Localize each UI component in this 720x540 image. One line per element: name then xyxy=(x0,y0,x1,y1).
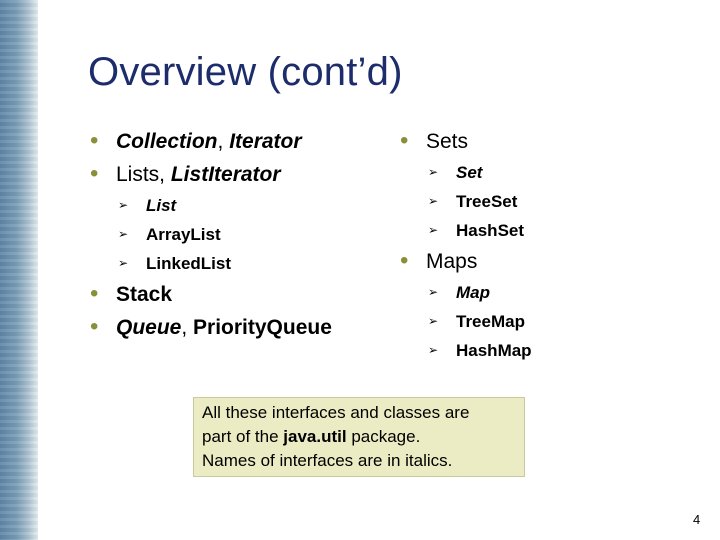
bullet-text: , xyxy=(181,316,194,339)
bullet-item xyxy=(90,125,332,158)
bullet-icon: • xyxy=(90,280,99,307)
bullet-icon: • xyxy=(400,247,409,274)
arrow-bullet-icon: ➢ xyxy=(118,198,129,212)
bullet-text: Set xyxy=(456,163,483,182)
arrow-bullet-icon: ➢ xyxy=(428,314,439,328)
package-name: java.util xyxy=(283,427,347,446)
bullet-text: Maps xyxy=(426,250,478,273)
note-box xyxy=(193,397,525,477)
bullet-text: Iterator xyxy=(229,130,302,153)
left-decorative-strip xyxy=(0,0,38,540)
arrow-bullet-icon: ➢ xyxy=(428,285,439,299)
note-text: package. xyxy=(346,427,421,446)
note-line-3: Names of interfaces are in italics. xyxy=(202,451,453,470)
arrow-bullet-icon: ➢ xyxy=(428,165,439,179)
sub-bullet-item xyxy=(400,216,532,245)
bullet-icon: • xyxy=(90,160,99,187)
bullet-text: LinkedList xyxy=(146,254,232,273)
bullet-text: ArrayList xyxy=(146,225,221,244)
arrow-bullet-icon: ➢ xyxy=(428,223,439,237)
page-number: 4 xyxy=(693,512,701,527)
bullet-text: Queue xyxy=(116,316,182,339)
arrow-bullet-icon: ➢ xyxy=(118,227,129,241)
bullet-icon: • xyxy=(400,127,409,154)
bullet-item xyxy=(400,125,532,158)
note-line-1: All these interfaces and classes are xyxy=(202,403,470,422)
sub-bullet-item xyxy=(400,336,532,365)
note-text: part of the xyxy=(202,427,284,446)
sub-bullet-item xyxy=(90,191,332,220)
sub-bullet-item xyxy=(90,249,332,278)
bullet-text: Collection xyxy=(116,130,218,153)
bullet-text: Sets xyxy=(426,130,469,153)
arrow-bullet-icon: ➢ xyxy=(428,343,439,357)
bullet-text: TreeSet xyxy=(456,192,518,211)
note-line-2 xyxy=(202,425,516,449)
bullet-item xyxy=(400,245,532,278)
arrow-bullet-icon: ➢ xyxy=(428,194,439,208)
bullet-text: HashMap xyxy=(456,341,532,360)
sub-bullet-item xyxy=(400,278,532,307)
bullet-text: Map xyxy=(456,283,490,302)
bullet-text: ListIterator xyxy=(170,163,281,186)
bullet-text: , xyxy=(217,130,230,153)
bullet-item xyxy=(90,158,332,191)
bullet-text: PriorityQueue xyxy=(193,316,332,339)
sub-bullet-item xyxy=(90,220,332,249)
left-bullet-column xyxy=(90,125,332,344)
sub-bullet-item xyxy=(400,307,532,336)
bullet-icon: • xyxy=(90,313,99,340)
bullet-text: TreeMap xyxy=(456,312,525,331)
slide-title: Overview (cont’d) xyxy=(88,50,403,94)
sub-bullet-item xyxy=(400,158,532,187)
bullet-text: HashSet xyxy=(456,221,525,240)
arrow-bullet-icon: ➢ xyxy=(118,256,129,270)
bullet-text: Stack xyxy=(116,283,173,306)
sub-bullet-item xyxy=(400,187,532,216)
bullet-item xyxy=(90,311,332,344)
bullet-text: List xyxy=(146,196,177,215)
bullet-item xyxy=(90,278,332,311)
right-bullet-column xyxy=(400,125,532,365)
bullet-text: Lists, xyxy=(116,163,171,186)
bullet-icon: • xyxy=(90,127,99,154)
